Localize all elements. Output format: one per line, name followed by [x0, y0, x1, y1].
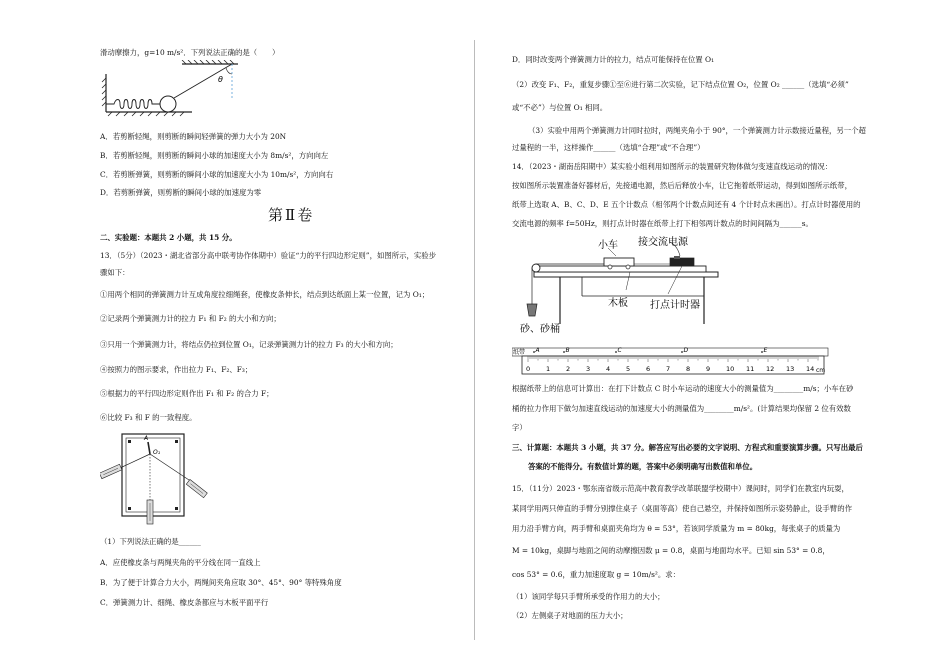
- q14-line1: 14．（2023・湖南岳阳期中）某实验小组利用如图所示的装置研究物体做匀变速直线运动的情况：: [512, 162, 833, 171]
- spring-ball-figure: [100, 60, 240, 120]
- cart-apparatus-figure: [520, 236, 730, 344]
- ruler-number: 3: [586, 365, 591, 373]
- ruler-number: 13: [786, 365, 795, 373]
- tape-label: 纸带: [513, 349, 526, 356]
- ruler-number: 2: [566, 365, 571, 373]
- column-divider: [474, 40, 475, 640]
- q14-result-line2: 桶的拉力作用下做匀加速直线运动的加速度大小的测量值为________m/s²。(计算结果均保留 2 位有效数: [512, 404, 851, 413]
- q13-sub2-line1: （2）改变 F₁、F₂，重复步骤①至⑥进行第二次实验，记下结点位置 O₂，位置 O₂ ______（选填“必须”: [512, 80, 849, 89]
- label-board: 木板: [608, 298, 628, 309]
- fig-label-a: A: [144, 435, 149, 442]
- q13-step-2: ②记录两个弹簧测力计的拉力 F₁ 和 F₂ 的大小和方向；: [100, 314, 281, 323]
- q13-sub3-line2: 过量程的一半，这样操作______（选填“合理”或“不合理”）: [512, 143, 705, 152]
- q13-step-5: ⑤根据力的平行四边形定则作出 F₁ 和 F₂ 的合力 F；: [100, 389, 274, 398]
- ruler-number: 6: [646, 365, 651, 373]
- tape-point-label: A: [535, 347, 540, 354]
- q13-step-4: ④按照力的图示要求，作出拉力 F₁、F₂、F₃；: [100, 365, 253, 374]
- tape-point-label: D: [683, 347, 689, 354]
- ruler-number: 14: [806, 365, 815, 373]
- q12-option-a: A．若剪断轻绳，则剪断的瞬间轻弹簧的弹力大小为 20N: [100, 132, 287, 141]
- ruler-number: 12: [766, 365, 775, 373]
- tape-point-label: B: [565, 347, 570, 354]
- q15-line4: M = 10kg，桌脚与地面之间的动摩擦因数 μ = 0.8，桌面与地面均水平。已知 sin 53° = 0.8，: [512, 546, 830, 555]
- label-cart: 小车: [598, 240, 618, 251]
- label-power: 接交流电源: [638, 237, 688, 248]
- tape-ruler-figure: [512, 346, 832, 378]
- q14-line3: 纸带上选取 A、B、C、D、E 五个计数点（相邻两个计数点间还有 4 个计时点未画出）。打点计时器使用的: [512, 200, 861, 209]
- q12-option-c: C．若剪断弹簧，则剪断的瞬间小球的加速度大小为 10m/s²，方向向右: [100, 170, 334, 179]
- q14-line4: 交流电源的频率 f=50Hz，则打点计时器在纸带上打下相邻两计数点的时间间隔为______s。: [512, 219, 813, 228]
- q13-step-1: ①用两个相同的弹簧测力计互成角度拉细绳套，使橡皮条伸长，结点到达纸面上某一位置，记为 O₁；: [100, 290, 430, 299]
- ruler-number: 5: [626, 365, 631, 373]
- ruler-number: 9: [706, 365, 711, 373]
- section3-heading-line2: 答案的不能得分。有数值计算的题，答案中必须明确写出数值和单位。: [528, 462, 758, 471]
- ruler-number: 7: [666, 365, 671, 373]
- q13-option-d: D．同时改变两个弹簧测力计的拉力，结点可能保持在位置 O₁: [512, 55, 715, 64]
- q12-option-d: D．若剪断弹簧，则剪断的瞬间小球的加速度为零: [100, 188, 262, 197]
- q15-line1: 15．（11分）2023・鄂东南省级示范高中教育教学改革联盟学校期中）课间时，同学们在教室内玩耍，: [512, 484, 849, 493]
- q13-sub1-option-b: B．为了便于计算合力大小，两绳间夹角应取 30°、45°、90° 等特殊角度: [100, 578, 342, 587]
- q14-result-line3: 字）: [512, 423, 527, 432]
- tape-point-label: E: [763, 347, 768, 354]
- q13-sub1-option-a: A．应使橡皮条与两绳夹角的平分线在同一直线上: [100, 558, 261, 567]
- q15-sub2: （2）左侧桌子对地面的压力大小；: [512, 611, 628, 620]
- volume-title: 第Ⅱ卷: [268, 206, 315, 224]
- q15-line2: 某同学用两只伸直的手臂分别撑住桌子（桌面等高）使自己悬空，并保持如图所示姿势静止，设手臂的作: [512, 504, 852, 513]
- fig-label-o1: O₁: [153, 449, 161, 456]
- q13-stem-line1: 13．（5分）（2023・湖北省部分高中联考协作体期中）验证“力的平行四边形定则”，如图所示，实验步: [100, 251, 437, 260]
- force-board-figure: [100, 430, 210, 525]
- q13-sub2-line2: 或“不必”）与位置 O₁ 相同。: [512, 103, 608, 112]
- q12-intro: 滑动摩擦力，g=10 m/s²．下列说法正确的是（ ）: [100, 48, 280, 57]
- ruler-number: 4: [606, 365, 611, 373]
- q13-sub3-line1: （3）实验中用两个弹簧测力计同时拉时，两绳夹角小于 90°，一个弹簧测力计示数接近量程，另一个超: [528, 126, 866, 135]
- ruler-number: 8: [686, 365, 691, 373]
- q13-sub1-option-c: C．弹簧测力计、细绳、橡皮条都应与木板平面平行: [100, 598, 269, 607]
- ruler-unit: cm: [816, 367, 826, 374]
- ruler-number: 0: [526, 365, 531, 373]
- ruler-number: 10: [726, 365, 735, 373]
- tape-point-label: C: [617, 347, 622, 354]
- section2-heading: 二、实验题：本题共 2 小题，共 15 分。: [100, 233, 237, 242]
- q15-line5: cos 53° = 0.6，重力加速度取 g = 10m/s²。求：: [512, 570, 681, 579]
- q13-step-6: ⑥比较 F₃ 和 F 的一致程度。: [100, 413, 197, 422]
- section3-heading-line1: 三、计算题：本题共 3 小题，共 37 分。解答应写出必要的文字说明、方程式和重要演算步骤。只写出最后: [512, 443, 863, 452]
- angle-theta-label: θ: [218, 75, 223, 84]
- q13-step-3: ③只用一个弹簧测力计，将结点仍拉到位置 O₁，记录弹簧测力计的拉力 F₃ 的大小和方向；: [100, 340, 398, 349]
- ruler-number: 11: [746, 365, 755, 373]
- q13-stem-line2: 骤如下：: [100, 268, 130, 277]
- label-timer: 打点计时器: [650, 300, 700, 311]
- q12-option-b: B．若剪断轻绳，则剪断的瞬间小球的加速度大小为 8m/s²，方向向左: [100, 151, 329, 160]
- q15-line3: 用力沿手臂方向，两手臂和桌面夹角均为 θ = 53°，若该同学质量为 m = 80kg，每张桌子的质量为: [512, 524, 841, 533]
- q14-line2: 按如图所示装置准备好器材后，先接通电源，然后后释放小车，让它拖着纸带运动，得到如图所示纸带，: [512, 181, 852, 190]
- q15-sub1: （1）该同学每只手臂所承受的作用力的大小；: [512, 592, 665, 601]
- ruler-number: 1: [546, 365, 551, 373]
- q14-result-line1: 根据纸带上的信息可计算出：在打下计数点 C 时小车运动的速度大小的测量值为________m/s；小车在砂: [512, 384, 854, 393]
- label-bucket: 砂、砂桶: [520, 324, 560, 335]
- q13-sub1: （1）下列说法正确的是______: [100, 537, 201, 546]
